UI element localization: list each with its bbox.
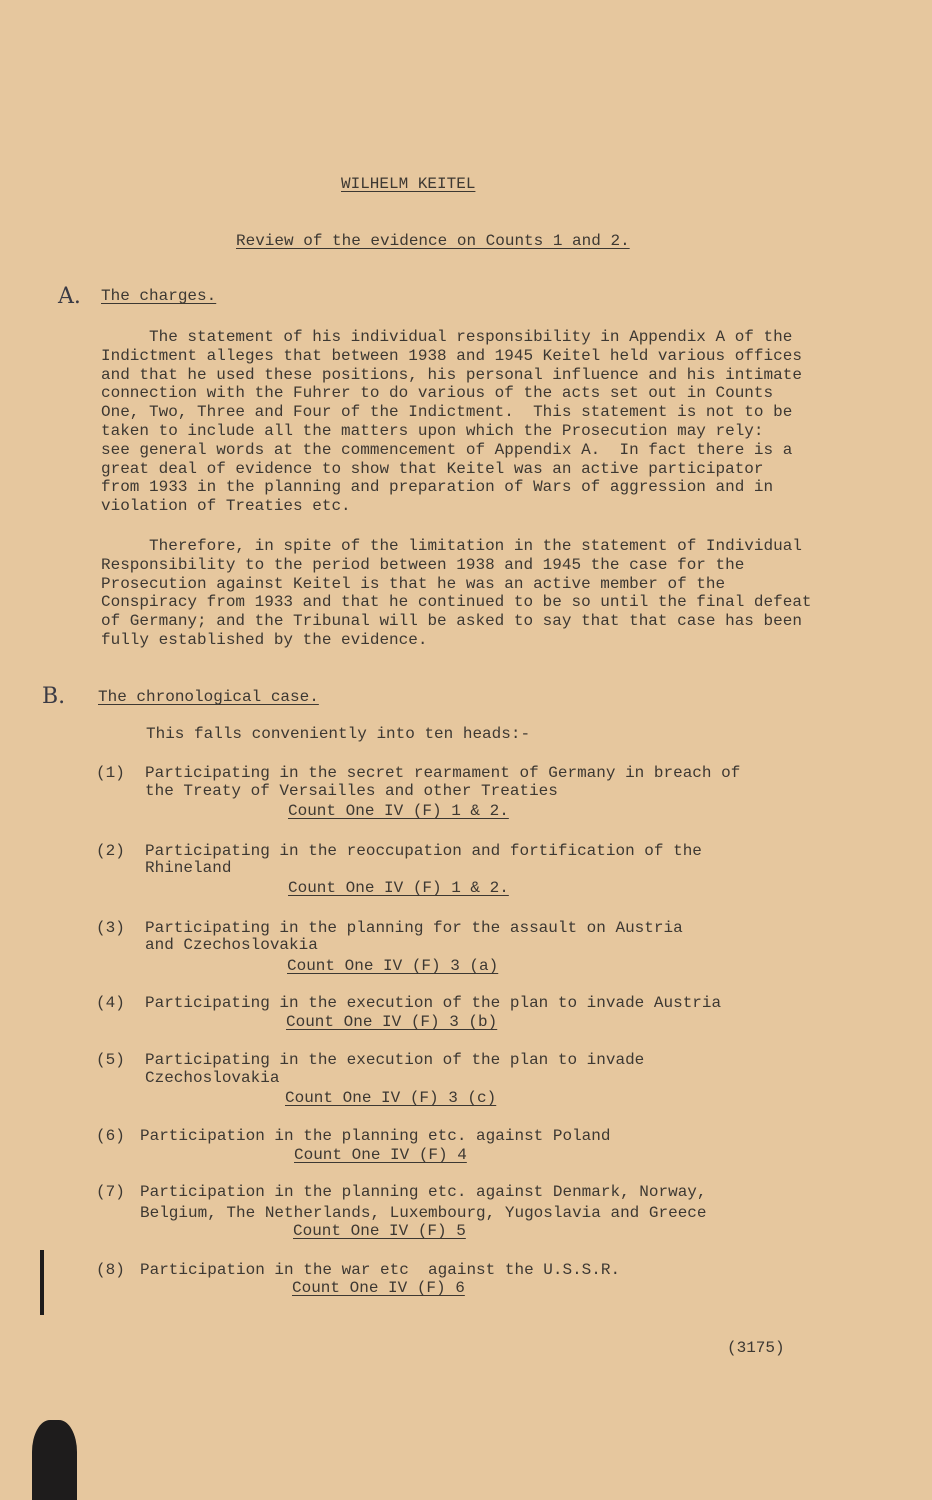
item-text: Participation in the war etc against the U.S.S.R. <box>140 1261 621 1279</box>
item-text: Participating in the planning for the assault on Austria <box>145 919 683 937</box>
item-text: Belgium, The Netherlands, Luxembourg, Yugoslavia and Greece <box>140 1204 707 1222</box>
paragraph-line: see general words at the commencement of Appendix A. In fact there is a <box>101 440 793 459</box>
paragraph-line: of Germany; and the Tribunal will be asked to say that that case has been <box>101 612 802 631</box>
item-number: (3) <box>96 919 125 937</box>
paragraph-line: connection with the Fuhrer to do various of the acts set out in Counts <box>101 384 774 403</box>
margin-mark <box>40 1250 44 1315</box>
item-number: (6) <box>96 1127 125 1145</box>
count-reference: Count One IV (F) 3 (c) <box>285 1089 497 1107</box>
item-number: (5) <box>96 1051 125 1069</box>
paragraph-line: Responsibility to the period between 1938 and 1945 the case for the <box>101 555 745 574</box>
count-reference: Count One IV (F) 1 & 2. <box>288 802 509 820</box>
item-text: Rhineland <box>145 859 232 877</box>
count-reference: Count One IV (F) 3 (b) <box>286 1013 498 1031</box>
section-b-marker: B. <box>42 684 66 709</box>
section-a-heading: The charges. <box>101 287 217 305</box>
item-text: Participating in the execution of the plan to invade <box>145 1051 645 1069</box>
item-text: Participation in the planning etc. against Poland <box>140 1127 611 1145</box>
binding-shadow <box>32 1420 77 1500</box>
item-text: Czechoslovakia <box>145 1069 280 1087</box>
paragraph-line: taken to include all the matters upon which the Prosecution may rely: <box>101 422 764 440</box>
paragraph-line: Prosecution against Keitel is that he was an active member of the <box>101 574 726 593</box>
item-number: (1) <box>96 764 125 782</box>
paragraph-line: One, Two, Three and Four of the Indictment. This statement is not to be <box>101 403 793 422</box>
item-number: (8) <box>96 1261 125 1279</box>
count-reference: Count One IV (F) 6 <box>292 1279 465 1297</box>
paragraph-line: violation of Treaties etc. <box>101 497 351 516</box>
item-number: (2) <box>96 842 125 860</box>
count-reference: Count One IV (F) 5 <box>293 1222 466 1240</box>
count-reference: Count One IV (F) 4 <box>294 1146 467 1164</box>
paragraph-line: from 1933 in the planning and preparation of Wars of aggression and in <box>101 478 774 497</box>
paragraph-line: great deal of evidence to show that Keitel was an active participator <box>101 459 764 478</box>
paragraph-line: Conspiracy from 1933 and that he continued to be so until the final defeat <box>101 593 812 612</box>
item-number: (4) <box>96 994 125 1012</box>
document-subtitle: Review of the evidence on Counts 1 and 2. <box>236 232 630 250</box>
item-text: the Treaty of Versailles and other Treaties <box>145 782 558 800</box>
item-text: Participating in the reoccupation and fortification of the <box>145 842 702 860</box>
item-text: Participating in the execution of the plan to invade Austria <box>145 994 722 1012</box>
count-reference: Count One IV (F) 3 (a) <box>287 957 499 975</box>
section-b-heading: The chronological case. <box>98 688 319 706</box>
count-reference: Count One IV (F) 1 & 2. <box>288 879 509 897</box>
paragraph-line: Indictment alleges that between 1938 and 1945 Keitel held various offices <box>101 346 802 365</box>
page-number: (3175) <box>727 1339 785 1357</box>
item-text: Participation in the planning etc. against Denmark, Norway, <box>140 1183 707 1201</box>
paragraph-line: fully established by the evidence. <box>101 631 428 649</box>
document-title: WILHELM KEITEL <box>341 175 476 193</box>
section-a-marker: A. <box>58 284 81 309</box>
item-text: Participating in the secret rearmament of Germany in breach of <box>145 764 741 782</box>
section-b-intro: This falls conveniently into ten heads:- <box>146 725 531 743</box>
item-number: (7) <box>96 1183 125 1201</box>
paragraph-line: and that he used these positions, his personal influence and his intimate <box>101 365 802 384</box>
item-text: and Czechoslovakia <box>145 936 318 954</box>
paragraph-line: The statement of his individual responsibility in Appendix A of the <box>101 328 793 346</box>
paragraph-line: Therefore, in spite of the limitation in the statement of Individual <box>101 537 802 555</box>
